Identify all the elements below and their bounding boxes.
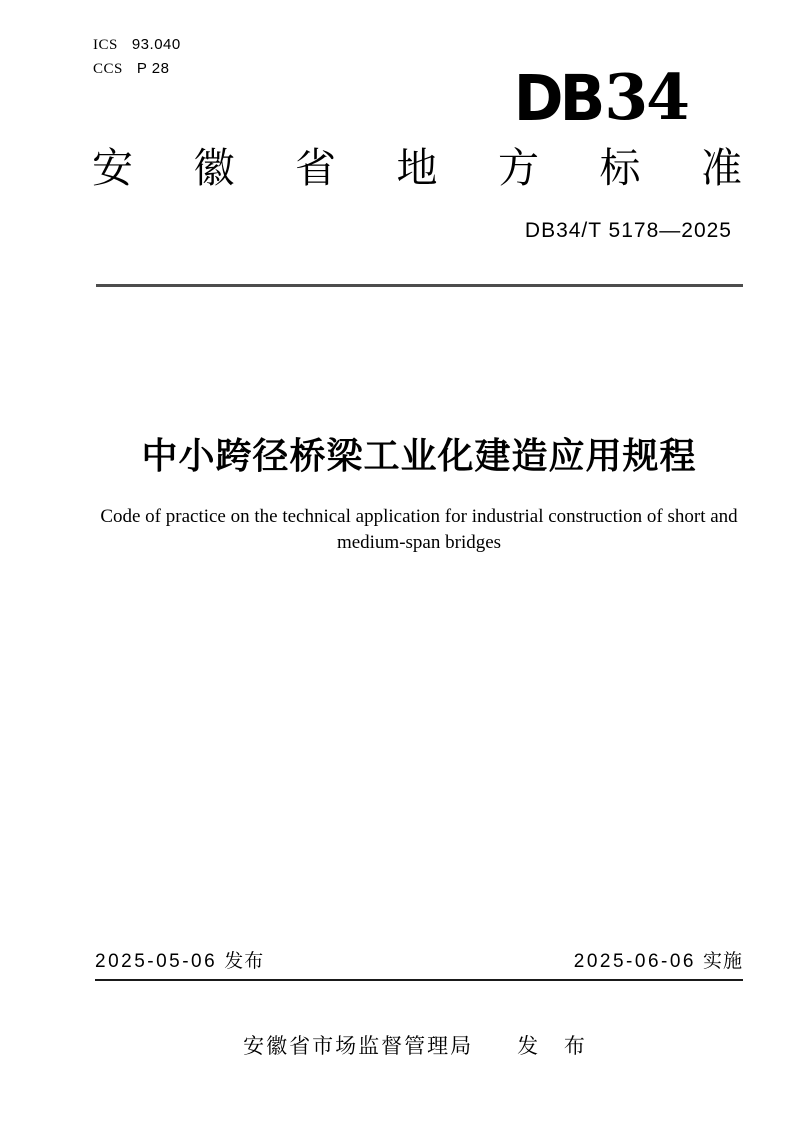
ccs-value: P 28 [136,60,170,77]
publish-action-label: 发 布 [517,1035,595,1058]
ics-label: ICS [93,37,118,53]
ics-value: 93.040 [131,36,181,53]
document-title-zh: 中小跨径桥梁工业化建造应用规程 [141,435,697,476]
issue-date-line [95,950,264,974]
document-title-en: Code of practice on the technical application for industrial construction of short and medium-span bridges [100,506,738,553]
publisher-line [95,1033,743,1060]
ccs-code [93,57,181,81]
header-divider [96,284,743,287]
implementation-date: 2025-06-06 [573,951,696,972]
implementation-date-line [574,950,743,974]
publisher-name: 安徽省市场监督管理局 [243,1035,474,1058]
date-row [95,950,743,974]
ics-code [93,33,181,57]
implementation-label: 实施 [702,951,743,972]
standard-type-heading: 安 徽 省 地 方 标 准 [92,145,742,191]
footer-divider [95,979,743,981]
classification-codes [93,33,181,81]
logo-db-part: DB [513,62,602,136]
standard-number: DB34/T 5178—2025 [524,219,732,242]
logo-region-code-part: 34 [604,60,688,134]
issue-date: 2025-05-06 [95,951,218,972]
ccs-label: CCS [93,61,123,77]
db34-logo [513,60,688,136]
issue-label: 发布 [224,951,265,972]
